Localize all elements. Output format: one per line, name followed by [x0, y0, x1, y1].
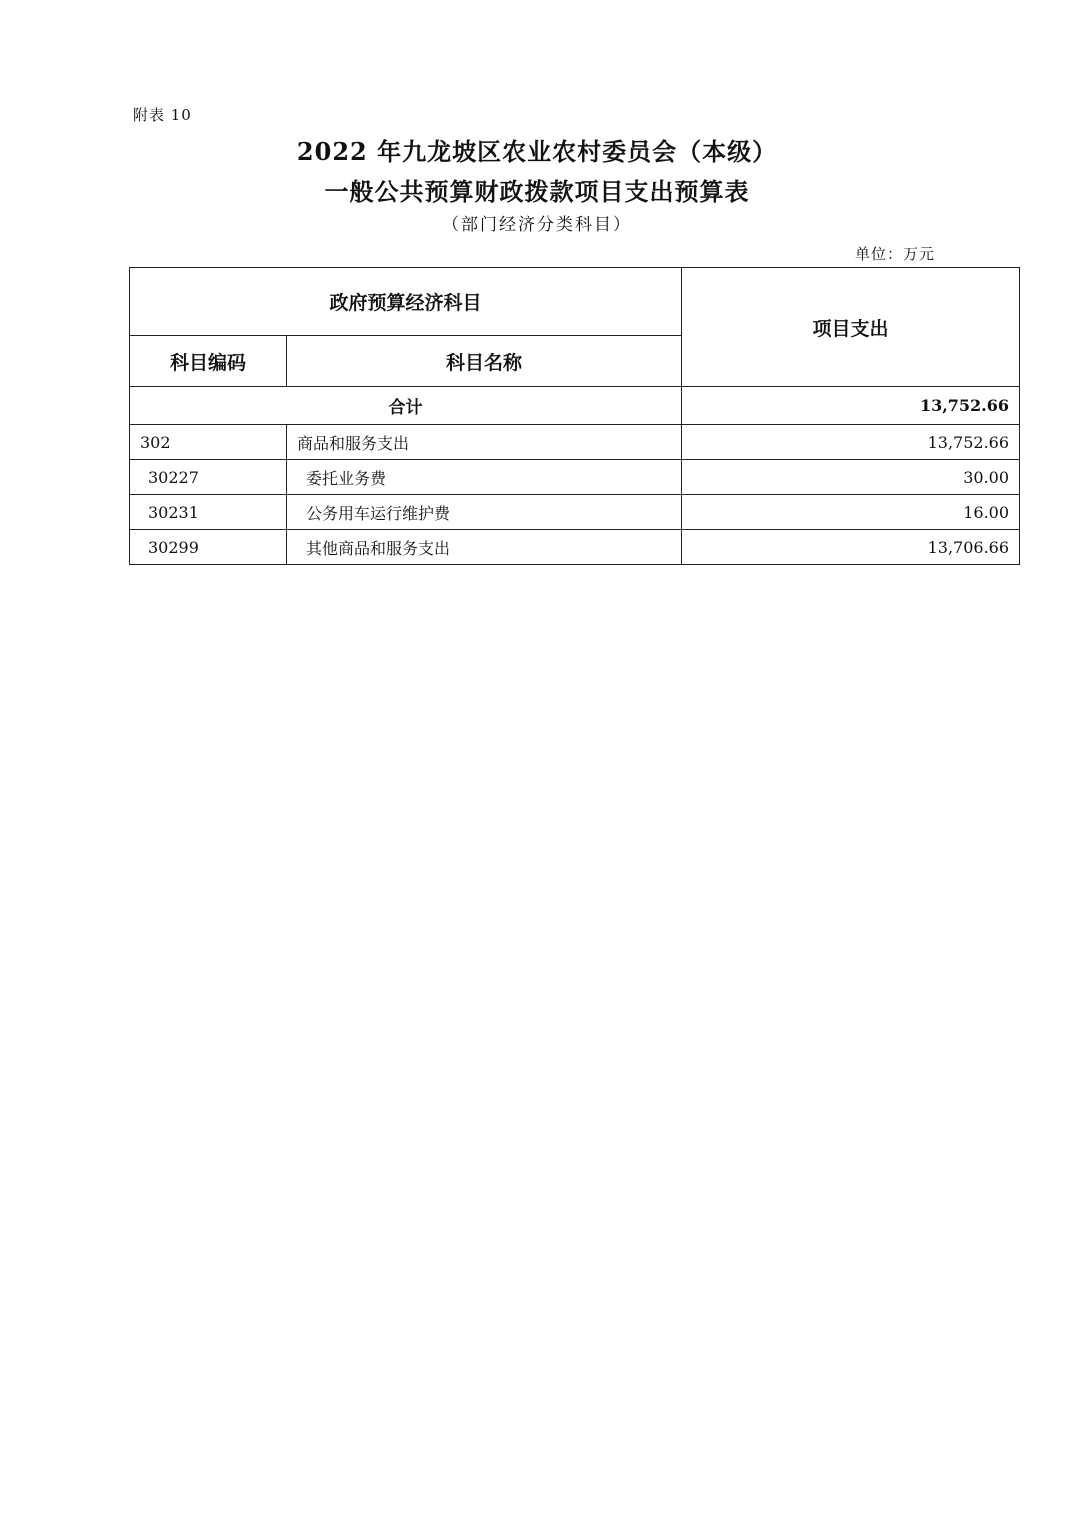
- header-project-expense: 项目支出: [682, 268, 1020, 387]
- subject-name: 公务用车运行维护费: [287, 495, 682, 530]
- total-value: 13,752.66: [682, 387, 1020, 425]
- total-label: 合计: [130, 387, 682, 425]
- subject-name: 其他商品和服务支出: [287, 530, 682, 565]
- page-title: 2022 年九龙坡区农业农村委员会（本级）: [296, 137, 778, 166]
- project-expense-amount: 13,706.66: [682, 530, 1020, 565]
- unit-label: 单位：万元: [855, 245, 936, 263]
- table-row: [130, 495, 1020, 530]
- attachment-label: 附表 10: [133, 106, 192, 124]
- subject-code: 30299: [130, 530, 287, 565]
- page-title-line2: 一般公共预算财政拨款项目支出预算表: [324, 177, 750, 206]
- header-row-1: [130, 268, 1020, 336]
- subject-name: 商品和服务支出: [287, 425, 682, 460]
- project-expense-amount: 13,752.66: [682, 425, 1020, 460]
- project-expense-amount: 30.00: [682, 460, 1020, 495]
- header-economic-category: 政府预算经济科目: [130, 268, 682, 336]
- table-row: [130, 460, 1020, 495]
- header-subject-code: 科目编码: [130, 336, 287, 387]
- total-row: [130, 387, 1020, 425]
- subject-code: 30227: [130, 460, 287, 495]
- subject-code: 302: [130, 425, 287, 460]
- subject-name: 委托业务费: [287, 460, 682, 495]
- table-row: [130, 425, 1020, 460]
- budget-table: [129, 267, 1020, 565]
- table-row: [130, 530, 1020, 565]
- subject-code: 30231: [130, 495, 287, 530]
- project-expense-amount: 16.00: [682, 495, 1020, 530]
- header-subject-name: 科目名称: [287, 336, 682, 387]
- page-subtitle: （部门经济分类科目）: [442, 215, 632, 235]
